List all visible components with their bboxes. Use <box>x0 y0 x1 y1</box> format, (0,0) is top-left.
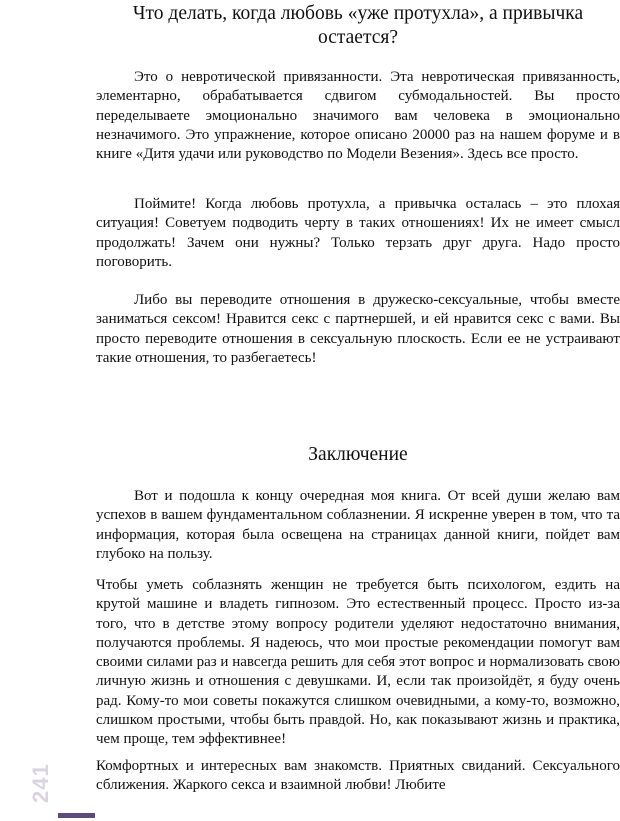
paragraph: Это о невротической привязанности. Эта невротическая привязанность, элементарно, обрабатывается сдвигом субмодальностей. Вы просто переделываете эмоционально значимого вам человека в эмоционально незначимого. Это упражнение, которое описано 20000 раз на нашем форуме и в книге «Дитя удачи или руководство по Модели Везения». Здесь все просто. <box>96 69 620 163</box>
footer-accent-bar <box>58 813 95 818</box>
page-number: 241 <box>28 763 53 803</box>
section-title-conclusion: Заключение <box>308 444 408 465</box>
paragraph: Комфортных и интересных вам знакомств. Приятных свиданий. Сексуального сближения. Жаркого секса и взаимной любви! Любите <box>96 758 620 794</box>
paragraph: Вот и подошла к концу очередная моя книга. От всей души желаю вам успехов в вашем фундаментальном соблазнении. Я искренне уверен в том, что та информация, которая была освещена на страницах данной книги, пойдет вам глубоко на пользу. <box>96 488 620 562</box>
section-title-habit: Что делать, когда любовь «уже протухла», а привычка остается? <box>132 3 584 48</box>
paragraph: Чтобы уметь соблазнять женщин не требуется быть психологом, ездить на крутой машине и владеть гипнозом. Это естественный процесс. Просто из-за того, что в детстве этому вопросу родители уделяют недостаточно внимания, получаются проблемы. Я надеюсь, что мои простые рекомендации помогут вам своими силами раз и навсегда решить для себя этот вопрос и нормализовать свою личную жизнь и отношения с девушками. И, если так произойдёт, я буду очень рад. Кому-то мои советы покажутся слишком очевидными, а кому-то, возможно, слишком простыми, чтобы быть правдой. Но, как показывают жизнь и практика, чем проще, тем эффективнее! <box>96 577 620 748</box>
paragraph: Поймите! Когда любовь протухла, а привычка осталась – это плохая ситуация! Советуем подводить черту в таких отношениях! Их не имеет смысл продолжать! Зачем они нужны? Только терзать друг друга. Надо просто поговорить. <box>96 196 620 270</box>
paragraph: Либо вы переводите отношения в дружеско-сексуальные, чтобы вместе заниматься сексом! Нравится секс с партнершей, и ей нравится секс с вами. Вы просто переводите отношения в сексуальную плоскость. Если ее не устраивают такие отношения, то разбегаетесь! <box>96 292 620 366</box>
